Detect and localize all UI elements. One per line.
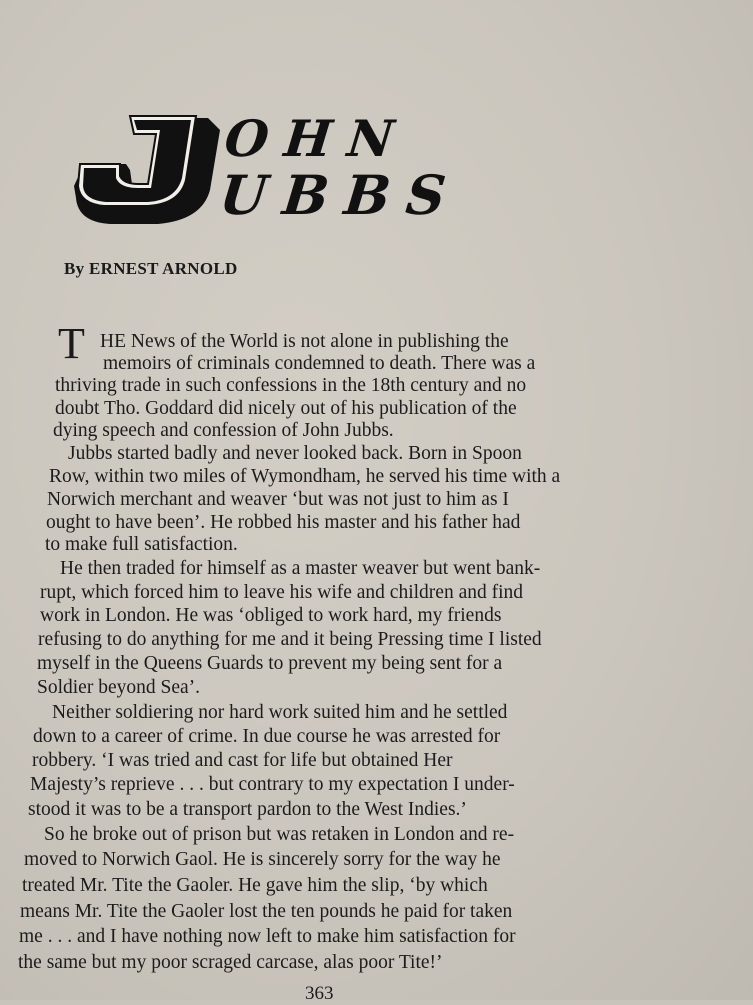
text-line: Neither soldiering nor hard work suited him and he settled	[52, 702, 508, 723]
text-line: stood it was to be a transport pardon to the West Indies.’	[28, 799, 467, 820]
text-line: moved to Norwich Gaol. He is sincerely sorry for the way he	[24, 849, 501, 870]
text-line: ought to have been’. He robbed his master and his father had	[46, 512, 521, 533]
text-line: the same but my poor scraged carcase, alas poor Tite!’	[18, 952, 443, 973]
page-number: 363	[305, 983, 334, 1004]
byline: By ERNEST ARNOLD	[64, 259, 238, 278]
article-title	[70, 109, 465, 232]
text-line: So he broke out of prison but was retaken in London and re-	[44, 824, 515, 845]
text-line: down to a career of crime. In due course he was arrested for	[33, 726, 501, 747]
text-line: Jubbs started badly and never looked back. Born in Spoon	[68, 443, 522, 464]
text-line: Soldier beyond Sea’.	[37, 677, 201, 698]
drop-cap: T	[58, 319, 85, 368]
text-line: Norwich merchant and weaver ‘but was not just to him as I	[47, 489, 509, 510]
text-line: means Mr. Tite the Gaoler lost the ten pounds he paid for taken	[20, 901, 513, 922]
text-line: me . . . and I have nothing now left to make him satisfaction for	[19, 926, 516, 947]
text-line: treated Mr. Tite the Gaoler. He gave him the slip, ‘by which	[22, 875, 488, 896]
text-line: work in London. He was ‘obliged to work hard, my friends	[40, 605, 502, 626]
text-line: HE News of the World is not alone in publishing the	[100, 331, 509, 352]
text-line: robbery. ‘I was tried and cast for life but obtained Her	[32, 750, 453, 771]
text-line: doubt Tho. Goddard did nicely out of his publication of the	[55, 398, 517, 419]
text-line: to make full satisfaction.	[45, 534, 238, 555]
text-line: myself in the Queens Guards to prevent my being sent for a	[37, 653, 503, 674]
text-line: Row, within two miles of Wymondham, he served his time with a	[49, 466, 561, 487]
decorative-initial-j	[70, 112, 220, 227]
text-line: Majesty’s reprieve . . . but contrary to my expectation I under-	[30, 774, 515, 795]
text-line: memoirs of criminals condemned to death. There was a	[103, 353, 536, 374]
text-line: He then traded for himself as a master weaver but went bank-	[60, 558, 541, 579]
text-line: dying speech and confession of John Jubbs.	[53, 420, 394, 441]
text-line: thriving trade in such confessions in the 18th century and no	[55, 375, 527, 396]
title-line-1: OHN	[221, 109, 413, 168]
text-line: rupt, which forced him to leave his wife and children and find	[40, 582, 524, 603]
text-line: refusing to do anything for me and it being Pressing time I listed	[38, 629, 542, 650]
title-line-2: UBBS	[216, 163, 465, 227]
